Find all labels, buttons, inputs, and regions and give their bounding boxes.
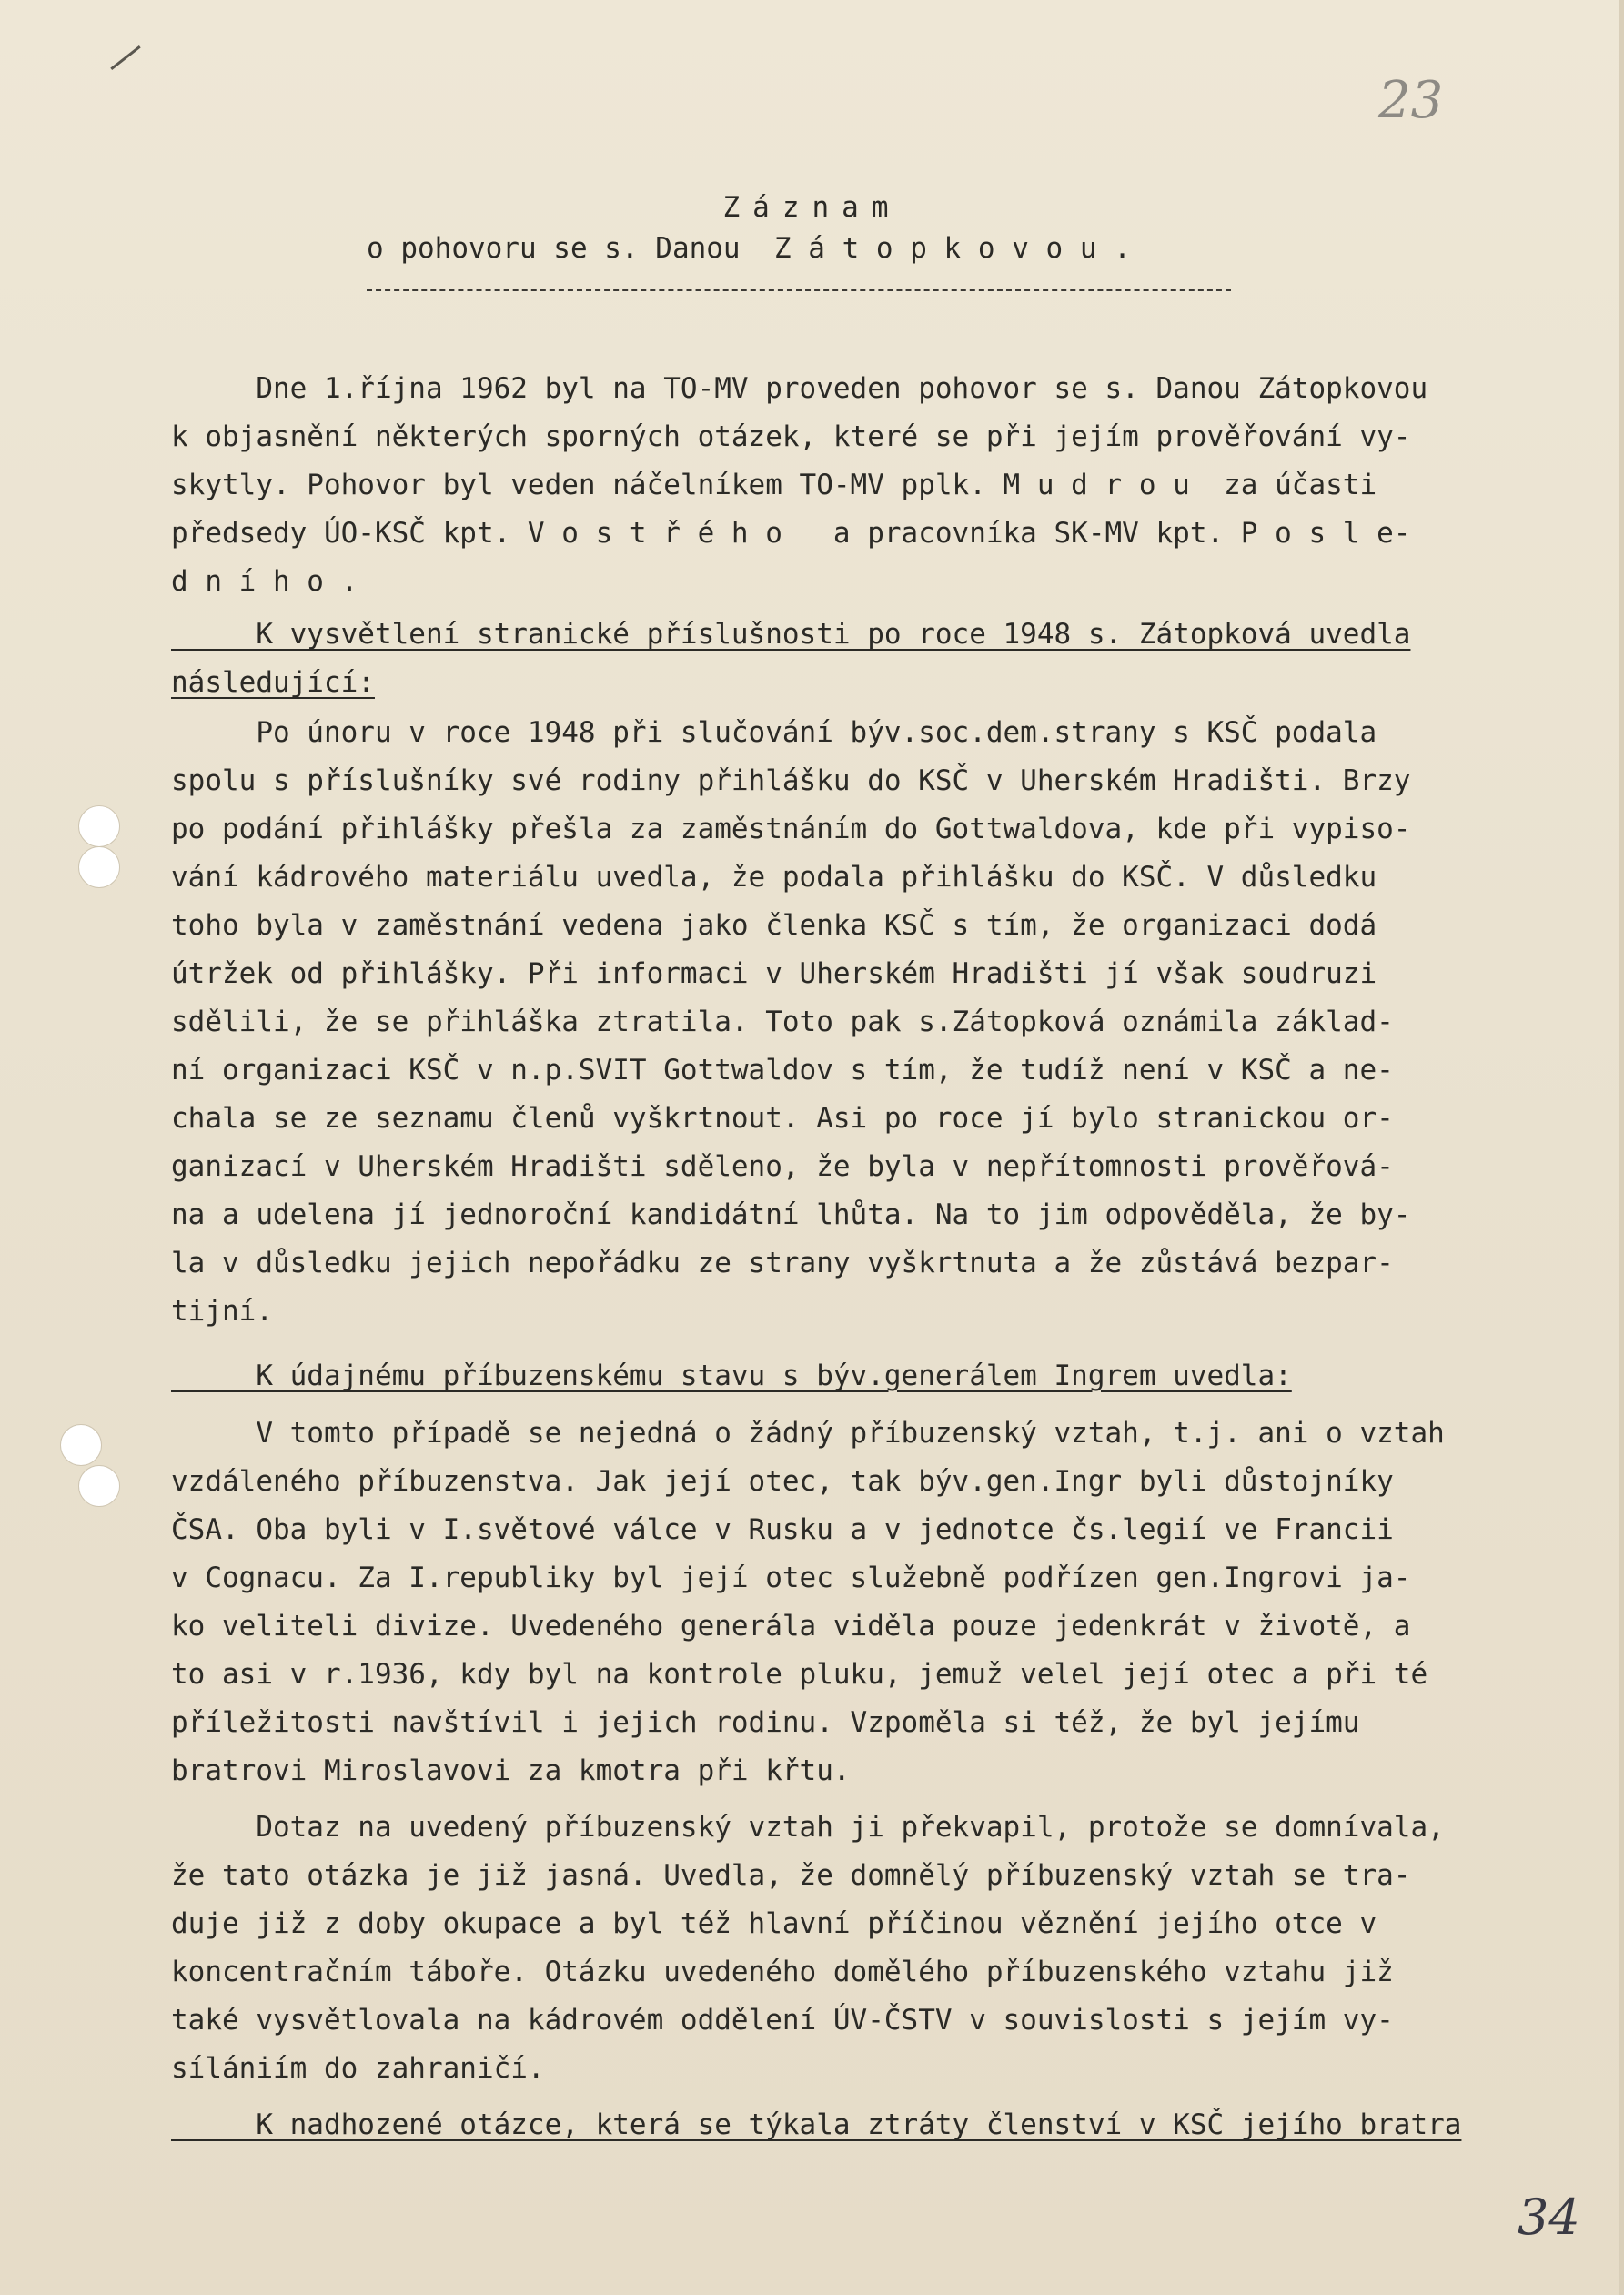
section-heading: K údajnému příbuzenskému stavu s býv.generálem Ingrem uvedla: xyxy=(171,1360,1292,1392)
pen-mark xyxy=(110,45,140,70)
body-line: bratrovi Miroslavovi za kmotra při křtu. xyxy=(171,1754,851,1787)
body-line: toho byla v zaměstnání vedena jako členka KSČ s tím, že organizaci dodá xyxy=(171,909,1377,942)
body-line: na a udelena jí jednoroční kandidátní lhůta. Na to jim odpověděla, že by- xyxy=(171,1198,1411,1231)
body-line: také vysvětlovala na kádrovém oddělení ÚV-ČSTV v souvislosti s jejím vy- xyxy=(171,2004,1394,2037)
section-heading: K vysvětlení stranické příslušnosti po roce 1948 s. Zátopková uvedla xyxy=(171,618,1411,651)
body-line: příležitosti navštívil i jejich rodinu. Vzpoměla si též, že byl jejímu xyxy=(171,1706,1360,1739)
body-line: v Cognacu. Za I.republiky byl její otec služebně podřízen gen.Ingrovi ja- xyxy=(171,1562,1411,1594)
document-subtitle: o pohovoru se s. Danou Z á t o p k o v o u . xyxy=(367,232,1131,265)
body-line: ko veliteli divize. Uvedeného generála viděla pouze jedenkrát v životě, a xyxy=(171,1610,1411,1643)
body-line: d n í h o . xyxy=(171,565,358,598)
body-line: V tomto případě se nejedná o žádný příbuzenský vztah, t.j. ani o vztah xyxy=(171,1417,1445,1450)
body-line: vání kádrového materiálu uvedla, že podala přihlášku do KSČ. V důsledku xyxy=(171,861,1377,894)
punch-hole xyxy=(78,805,120,847)
body-line: sílániím do zahraničí. xyxy=(171,2052,545,2085)
body-line: útržek od přihlášky. Při informaci v Uherském Hradišti jí však soudruzi xyxy=(171,957,1377,990)
body-line: Dotaz na uvedený příbuzenský vztah ji překvapil, protože se domnívala, xyxy=(171,1811,1445,1844)
punch-hole xyxy=(60,1424,102,1466)
document-title: Záznam xyxy=(722,191,902,224)
body-line: že tato otázka je již jasná. Uvedla, že domnělý příbuzenský vztah se tra- xyxy=(171,1859,1411,1892)
folio-number-bottom: 34 xyxy=(1518,2189,1580,2246)
body-line: koncentračním táboře. Otázku uvedeného domělého příbuzenského vztahu již xyxy=(171,1956,1394,1988)
body-line: předsedy ÚO-KSČ kpt. V o s t ř é h o a pracovníka SK-MV kpt. P o s l e- xyxy=(171,517,1411,550)
body-line: sdělili, že se přihláška ztratila. Toto pak s.Zátopková oznámila základ- xyxy=(171,1006,1394,1038)
body-line: skytly. Pohovor byl veden náčelníkem TO-MV pplk. M u d r o u za účasti xyxy=(171,469,1377,501)
punch-hole xyxy=(78,846,120,888)
body-line: tijní. xyxy=(171,1295,273,1328)
body-line: ní organizaci KSČ v n.p.SVIT Gottwaldov s tím, že tudíž není v KSČ a ne- xyxy=(171,1054,1394,1087)
body-line: Dne 1.října 1962 byl na TO-MV proveden pohovor se s. Danou Zátopkovou xyxy=(171,372,1428,405)
section-heading: K nadhozené otázce, která se týkala ztráty členství v KSČ jejího bratra xyxy=(171,2108,1462,2141)
body-line: po podání přihlášky přešla za zaměstnáním do Gottwaldova, kde při vypiso- xyxy=(171,813,1411,845)
section-heading: následující: xyxy=(171,666,375,699)
body-line: chala se ze seznamu členů vyškrtnout. Asi po roce jí bylo stranickou or- xyxy=(171,1102,1394,1135)
body-line: la v důsledku jejich nepořádku ze strany vyškrtnuta a že zůstává bezpar- xyxy=(171,1247,1394,1279)
punch-hole xyxy=(78,1465,120,1507)
folio-number-top: 23 xyxy=(1378,71,1444,130)
body-line: vzdáleného příbuzenstva. Jak její otec, tak býv.gen.Ingr byli důstojníky xyxy=(171,1465,1394,1498)
body-line: to asi v r.1936, kdy byl na kontrole pluku, jemuž velel její otec a při té xyxy=(171,1658,1428,1691)
body-line: duje již z doby okupace a byl též hlavní příčinou věznění jejího otce v xyxy=(171,1907,1377,1940)
title-dashed-rule xyxy=(367,289,1231,291)
body-line: Po únoru v roce 1948 při slučování býv.soc.dem.strany s KSČ podala xyxy=(171,716,1377,749)
body-line: ganizací v Uherském Hradišti sděleno, že byla v nepřítomnosti prověřová- xyxy=(171,1150,1394,1183)
body-line: ČSA. Oba byli v I.světové válce v Rusku a v jednotce čs.legií ve Francii xyxy=(171,1513,1394,1546)
body-line: spolu s příslušníky své rodiny přihlášku do KSČ v Uherském Hradišti. Brzy xyxy=(171,764,1411,797)
body-line: k objasnění některých sporných otázek, které se při jejím prověřování vy- xyxy=(171,420,1411,453)
